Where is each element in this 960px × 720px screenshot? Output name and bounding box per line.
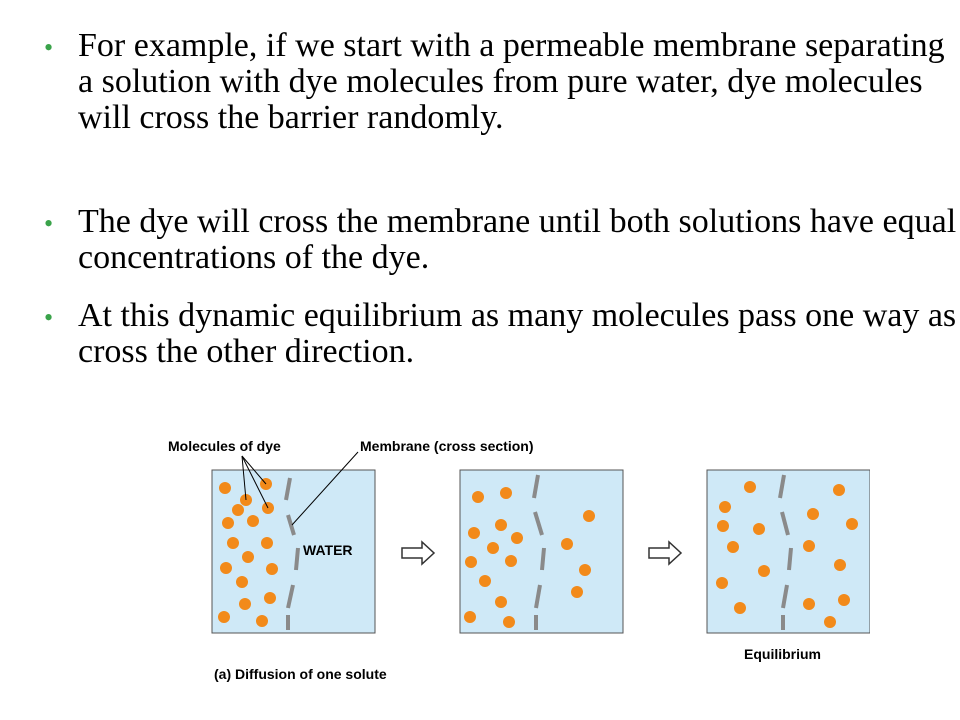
- bullet-text: At this dynamic equilibrium as many molecules pass one way as cross the other direction.: [78, 297, 957, 370]
- diffusion-diagram: [150, 430, 870, 700]
- bullet-marker: •: [44, 33, 54, 62]
- bullet-text: For example, if we start with a permeable membrane separating a solution with dye molecules from pure water, dye molecules will cross the barrier randomly.: [78, 27, 945, 136]
- bullet-marker: •: [44, 209, 54, 238]
- arrow-icon: [649, 542, 681, 564]
- bullet-marker: •: [44, 303, 54, 332]
- label-membrane: Membrane (cross section): [360, 438, 534, 454]
- panel-middle: [460, 470, 623, 633]
- label-dye-molecules: Molecules of dye: [168, 438, 281, 454]
- bullet-text: The dye will cross the membrane until both solutions have equal concentrations of the dye.: [78, 203, 957, 276]
- arrow-icon: [402, 542, 434, 564]
- label-equilibrium: Equilibrium: [744, 646, 821, 662]
- label-water: WATER: [303, 542, 353, 558]
- figure-caption: (a) Diffusion of one solute: [214, 666, 387, 682]
